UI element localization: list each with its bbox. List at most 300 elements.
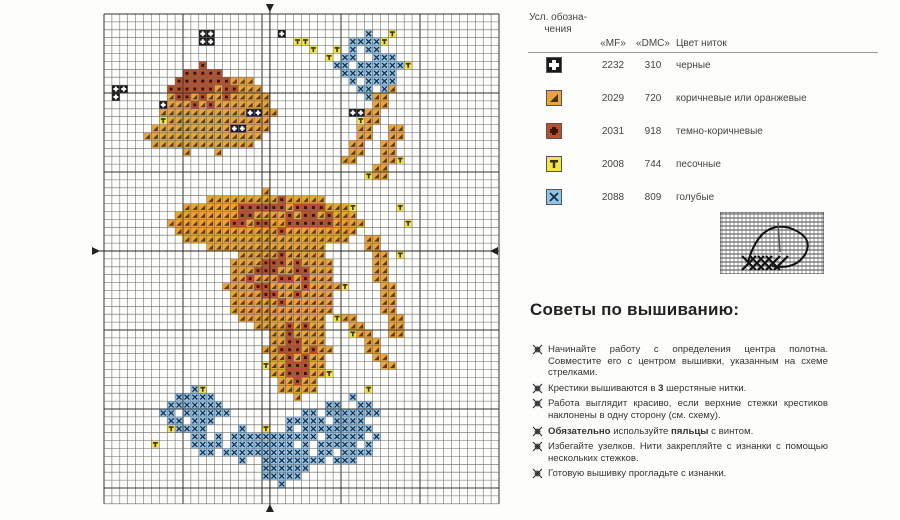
stitch-cell [144, 133, 152, 141]
stitch-cell [238, 314, 246, 322]
stitch-cell [294, 306, 302, 314]
stitch-cell [278, 314, 286, 322]
stitch-cell [349, 54, 357, 62]
stitch-cell [349, 425, 357, 433]
stitch-cell [357, 449, 365, 457]
stitch-cell [191, 204, 199, 212]
stitch-cell [223, 283, 231, 291]
stitch-cell [230, 117, 238, 125]
stitch-cell [325, 54, 333, 62]
dmc-code: 918 [644, 126, 662, 137]
stitch-cell [191, 441, 199, 449]
stitch-cell [270, 362, 278, 370]
legend-header [508, 12, 888, 50]
stitch-cell [215, 433, 223, 441]
stitch-cell [215, 227, 223, 235]
stitch-cell [199, 401, 207, 409]
stitch-cell [396, 204, 404, 212]
stitch-cell [317, 449, 325, 457]
stitch-cell [183, 93, 191, 101]
stitch-cell [309, 338, 317, 346]
stitch-cell [286, 472, 294, 480]
stitch-cell [349, 322, 357, 330]
stitch-cell [254, 449, 262, 457]
stitch-cell [365, 133, 373, 141]
stitch-cell [302, 204, 310, 212]
stitch-cell [381, 251, 389, 259]
stitch-cell [278, 456, 286, 464]
stitch-cell [207, 417, 215, 425]
stitch-cell [357, 61, 365, 69]
stitch-cell [262, 306, 270, 314]
stitch-cell [309, 330, 317, 338]
stitch-cell [365, 385, 373, 393]
stitch-cell [286, 464, 294, 472]
tip-text: Работа выглядит красиво, если верхние стежки крестиков наклонены в одну сторону (см. схему). [548, 398, 828, 421]
stitch-cell [325, 291, 333, 299]
stitch-cell [262, 346, 270, 354]
stitch-cell [230, 219, 238, 227]
stitch-cell [175, 140, 183, 148]
stitch-cell [294, 346, 302, 354]
stitch-cell [286, 385, 294, 393]
stitch-cell [270, 212, 278, 220]
stitch-cell [309, 235, 317, 243]
stitch-cell [309, 298, 317, 306]
stitch-cell [207, 109, 215, 117]
stitch-cell [246, 196, 254, 204]
stitch-cell [199, 61, 207, 69]
stitch-cell [215, 401, 223, 409]
stitch-cell [341, 212, 349, 220]
stitch-cell [294, 38, 302, 46]
stitch-cell [238, 196, 246, 204]
stitch-cell [254, 306, 262, 314]
stitch-cell [262, 235, 270, 243]
stitch-cell [373, 346, 381, 354]
mf-code: 2031 [601, 126, 625, 137]
stitch-cell [199, 93, 207, 101]
stitch-cell [365, 338, 373, 346]
stitch-cell [207, 409, 215, 417]
stitch-cell [365, 449, 373, 457]
stitch-cell [286, 338, 294, 346]
stitch-cell [199, 235, 207, 243]
stitch-cell [381, 354, 389, 362]
stitch-cell [191, 393, 199, 401]
stitch-cell [262, 456, 270, 464]
stitch-cell [325, 425, 333, 433]
legend-row [508, 90, 888, 110]
stitch-cell [317, 227, 325, 235]
stitch-cell [294, 243, 302, 251]
stitch-cell [223, 196, 231, 204]
stitch-cell [341, 227, 349, 235]
stitch-cell [341, 219, 349, 227]
stitch-cell [278, 464, 286, 472]
dmc-code: 744 [644, 159, 662, 170]
stitch-cell [238, 204, 246, 212]
stitch-cell [167, 133, 175, 141]
stitch-cell [262, 204, 270, 212]
stitch-cell [278, 30, 286, 38]
stitch-cell [349, 433, 357, 441]
stitch-cell [286, 219, 294, 227]
stitch-cell [215, 196, 223, 204]
stitch-cell [262, 267, 270, 275]
stitch-cell [254, 433, 262, 441]
stitch-cell [381, 267, 389, 275]
legend-header-color: Цвет ниток [676, 38, 727, 49]
stitch-cell [309, 251, 317, 259]
stitch-cell [207, 401, 215, 409]
tip-bold: Обязательно [548, 425, 611, 437]
stitch-cell [341, 433, 349, 441]
stitch-cell [317, 204, 325, 212]
stitch-cell [278, 385, 286, 393]
stitch-cell [388, 54, 396, 62]
stitch-cell [349, 449, 357, 457]
stitch-cell [278, 346, 286, 354]
stitch-cell [388, 298, 396, 306]
stitch-cell [381, 275, 389, 283]
stitch-cell [286, 251, 294, 259]
stitch-cell [317, 425, 325, 433]
stitch-cell [309, 243, 317, 251]
stitch-cell [230, 259, 238, 267]
stitch-cell [238, 449, 246, 457]
stitch-cell [302, 212, 310, 220]
dmc-code: 310 [644, 60, 662, 71]
stitch-cell [302, 259, 310, 267]
stitch-cell [396, 125, 404, 133]
stitch-cell [333, 227, 341, 235]
stitch-cell [230, 109, 238, 117]
stitch-cell [175, 117, 183, 125]
stitch-cell [183, 219, 191, 227]
stitch-cell [333, 456, 341, 464]
stitch-cell [215, 133, 223, 141]
stitch-cell [262, 464, 270, 472]
stitch-cell [286, 417, 294, 425]
stitch-cell [215, 212, 223, 220]
stitch-cell [325, 306, 333, 314]
legend-row [508, 57, 888, 77]
stitch-cell [207, 219, 215, 227]
stitch-cell [183, 101, 191, 109]
stitch-cell [357, 219, 365, 227]
stitch-cell [278, 267, 286, 275]
stitch-cell [270, 243, 278, 251]
mf-code: 2008 [601, 159, 625, 170]
stitch-cell [167, 401, 175, 409]
stitch-cell [254, 267, 262, 275]
legend-row [508, 156, 888, 176]
stitch-cell [302, 385, 310, 393]
stitch-cell [246, 109, 254, 117]
stitch-cell [309, 354, 317, 362]
stitch-cell [373, 117, 381, 125]
stitch-cell [238, 77, 246, 85]
stitch-cell [341, 69, 349, 77]
stitch-cell [317, 259, 325, 267]
stitch-cell [373, 101, 381, 109]
stitch-cell [317, 362, 325, 370]
stitch-cell [294, 464, 302, 472]
stitch-cell [262, 227, 270, 235]
stitch-cell [373, 172, 381, 180]
stitch-cell [278, 354, 286, 362]
stitch-cell [381, 172, 389, 180]
stitch-cell [373, 164, 381, 172]
stitch-cell [325, 346, 333, 354]
stitch-cell [238, 101, 246, 109]
stitch-cell [270, 306, 278, 314]
stitch-cell [183, 148, 191, 156]
stitch-cell [199, 38, 207, 46]
legend-divider [528, 52, 878, 53]
stitch-cell [388, 69, 396, 77]
stitch-cell [286, 346, 294, 354]
stitch-cell [396, 314, 404, 322]
stitch-cell [381, 85, 389, 93]
stitch-cell [302, 409, 310, 417]
needle-bullet-icon [532, 426, 543, 437]
stitch-cell [294, 227, 302, 235]
stitch-cell [302, 275, 310, 283]
stitch-cell [341, 409, 349, 417]
stitch-cell [317, 417, 325, 425]
stitch-cell [254, 101, 262, 109]
stitch-cell [302, 464, 310, 472]
thread-color-name: коричневые или оранжевые [676, 93, 807, 104]
stitch-cell [373, 338, 381, 346]
stitch-cell [270, 464, 278, 472]
stitch-cell [357, 133, 365, 141]
stitch-cell [254, 235, 262, 243]
stitch-cell [183, 393, 191, 401]
stitch-cell [294, 291, 302, 299]
stitch-cell [302, 283, 310, 291]
stitch-cell [396, 133, 404, 141]
stitch-cell [278, 322, 286, 330]
stitch-cell [349, 38, 357, 46]
stitch-cell [325, 283, 333, 291]
stitch-cell [215, 117, 223, 125]
tip-item [532, 398, 828, 421]
stitch-cell [262, 425, 270, 433]
stitch-cell [246, 85, 254, 93]
tip-item [532, 344, 828, 379]
stitch-cell [175, 109, 183, 117]
stitch-cell [223, 109, 231, 117]
stitch-cell [309, 456, 317, 464]
stitch-cell [294, 456, 302, 464]
stitch-cell [373, 433, 381, 441]
needle-bullet-icon [532, 398, 543, 409]
stitch-cell [254, 251, 262, 259]
mf-code: 2232 [601, 60, 625, 71]
stitch-cell [270, 322, 278, 330]
stitch-cell [317, 235, 325, 243]
stitch-cell [238, 283, 246, 291]
stitch-cell [333, 212, 341, 220]
stitch-cell [278, 275, 286, 283]
stitch-cell [325, 298, 333, 306]
stitch-cell [199, 85, 207, 93]
stitch-cell [270, 204, 278, 212]
needle-bullet-icon [532, 383, 543, 394]
stitch-cell [388, 314, 396, 322]
stitch-cell [230, 77, 238, 85]
stitch-cell [349, 417, 357, 425]
stitch-cell [333, 409, 341, 417]
stitch-cell [238, 85, 246, 93]
stitch-cell [238, 140, 246, 148]
stitch-cell [183, 409, 191, 417]
stitch-cell [309, 409, 317, 417]
stitch-cell [230, 140, 238, 148]
stitch-cell [309, 362, 317, 370]
stitch-cell [254, 243, 262, 251]
stitch-cell [246, 298, 254, 306]
stitch-cell [317, 251, 325, 259]
stitch-cell [199, 101, 207, 109]
stitch-cell [294, 314, 302, 322]
stitch-cell [246, 77, 254, 85]
stitch-cell [278, 370, 286, 378]
stitch-cell [349, 148, 357, 156]
stitch-cell [246, 243, 254, 251]
stitch-cell [286, 377, 294, 385]
stitch-cell [286, 433, 294, 441]
stitch-cell [238, 251, 246, 259]
stitch-cell [191, 93, 199, 101]
stitch-cell [215, 69, 223, 77]
stitch-cell [199, 417, 207, 425]
stitch-cell [262, 472, 270, 480]
stitch-cell [254, 196, 262, 204]
stitch-cell [191, 409, 199, 417]
stitch-cell [223, 101, 231, 109]
stitch-cell [388, 306, 396, 314]
stitch-cell [278, 433, 286, 441]
stitch-cell [302, 449, 310, 457]
stitch-cell [365, 61, 373, 69]
stitch-cell [230, 267, 238, 275]
stitch-cell [270, 330, 278, 338]
stitch-cell [286, 275, 294, 283]
stitch-cell [286, 243, 294, 251]
stitch-cell [230, 227, 238, 235]
stitch-cell [333, 401, 341, 409]
stitch-cell [270, 259, 278, 267]
stitch-cell [309, 314, 317, 322]
stitch-cell [270, 346, 278, 354]
stitch-cell [286, 306, 294, 314]
stitch-cell [151, 125, 159, 133]
needle-bullet-icon [532, 468, 543, 479]
stitch-cell [302, 362, 310, 370]
stitch-cell [309, 377, 317, 385]
stitch-cell [309, 346, 317, 354]
stitch-cell [262, 433, 270, 441]
stitch-cell [199, 409, 207, 417]
stitch-cell [207, 393, 215, 401]
stitch-cell [215, 409, 223, 417]
stitch-cell [286, 425, 294, 433]
stitch-cell [302, 267, 310, 275]
stitch-cell [302, 377, 310, 385]
stitch-cell [388, 291, 396, 299]
stitch-cell [286, 456, 294, 464]
stitch-cell [302, 251, 310, 259]
stitch-cell [223, 204, 231, 212]
stitch-cell [365, 109, 373, 117]
stitch-cell [207, 449, 215, 457]
stitch-cell [183, 235, 191, 243]
stitch-cell [230, 306, 238, 314]
stitch-cell [246, 235, 254, 243]
stitch-cell [333, 235, 341, 243]
stitch-cell [199, 433, 207, 441]
stitch-cell [238, 267, 246, 275]
stitch-cell [167, 93, 175, 101]
stitch-cell [294, 283, 302, 291]
stitch-cell [223, 125, 231, 133]
stitch-cell [254, 291, 262, 299]
stitch-cell [349, 212, 357, 220]
stitch-cell [238, 306, 246, 314]
stitch-cell [309, 417, 317, 425]
stitch-cell [325, 227, 333, 235]
stitch-cell [167, 109, 175, 117]
stitch-cell [183, 204, 191, 212]
stitch-cell [309, 219, 317, 227]
stitch-cell [317, 338, 325, 346]
stitch-cell [238, 93, 246, 101]
stitch-cell [254, 125, 262, 133]
stitch-cell [365, 409, 373, 417]
stitch-cell [302, 370, 310, 378]
stitch-cell [302, 227, 310, 235]
stitch-cell [254, 109, 262, 117]
stitch-cell [325, 449, 333, 457]
stitch-cell [191, 385, 199, 393]
stitch-cell [309, 46, 317, 54]
stitch-cell [183, 125, 191, 133]
tip-text: используйте [610, 425, 672, 437]
needle-bullet-icon [532, 441, 543, 452]
stitch-cell [191, 417, 199, 425]
stitch-cell [254, 298, 262, 306]
stitch-cell [325, 204, 333, 212]
stitch-cell [325, 441, 333, 449]
stitch-cell [317, 330, 325, 338]
stitch-cell [199, 393, 207, 401]
stitch-cell [294, 267, 302, 275]
stitch-cell [396, 330, 404, 338]
stitch-cell [207, 117, 215, 125]
stitch-cell [381, 93, 389, 101]
legend-row [508, 123, 888, 143]
stitch-cell [246, 117, 254, 125]
stitch-cell [302, 235, 310, 243]
tip-text: с винтом. [708, 425, 754, 437]
stitch-cell [349, 109, 357, 117]
stitch-cell [167, 140, 175, 148]
stitch-cell [183, 117, 191, 125]
